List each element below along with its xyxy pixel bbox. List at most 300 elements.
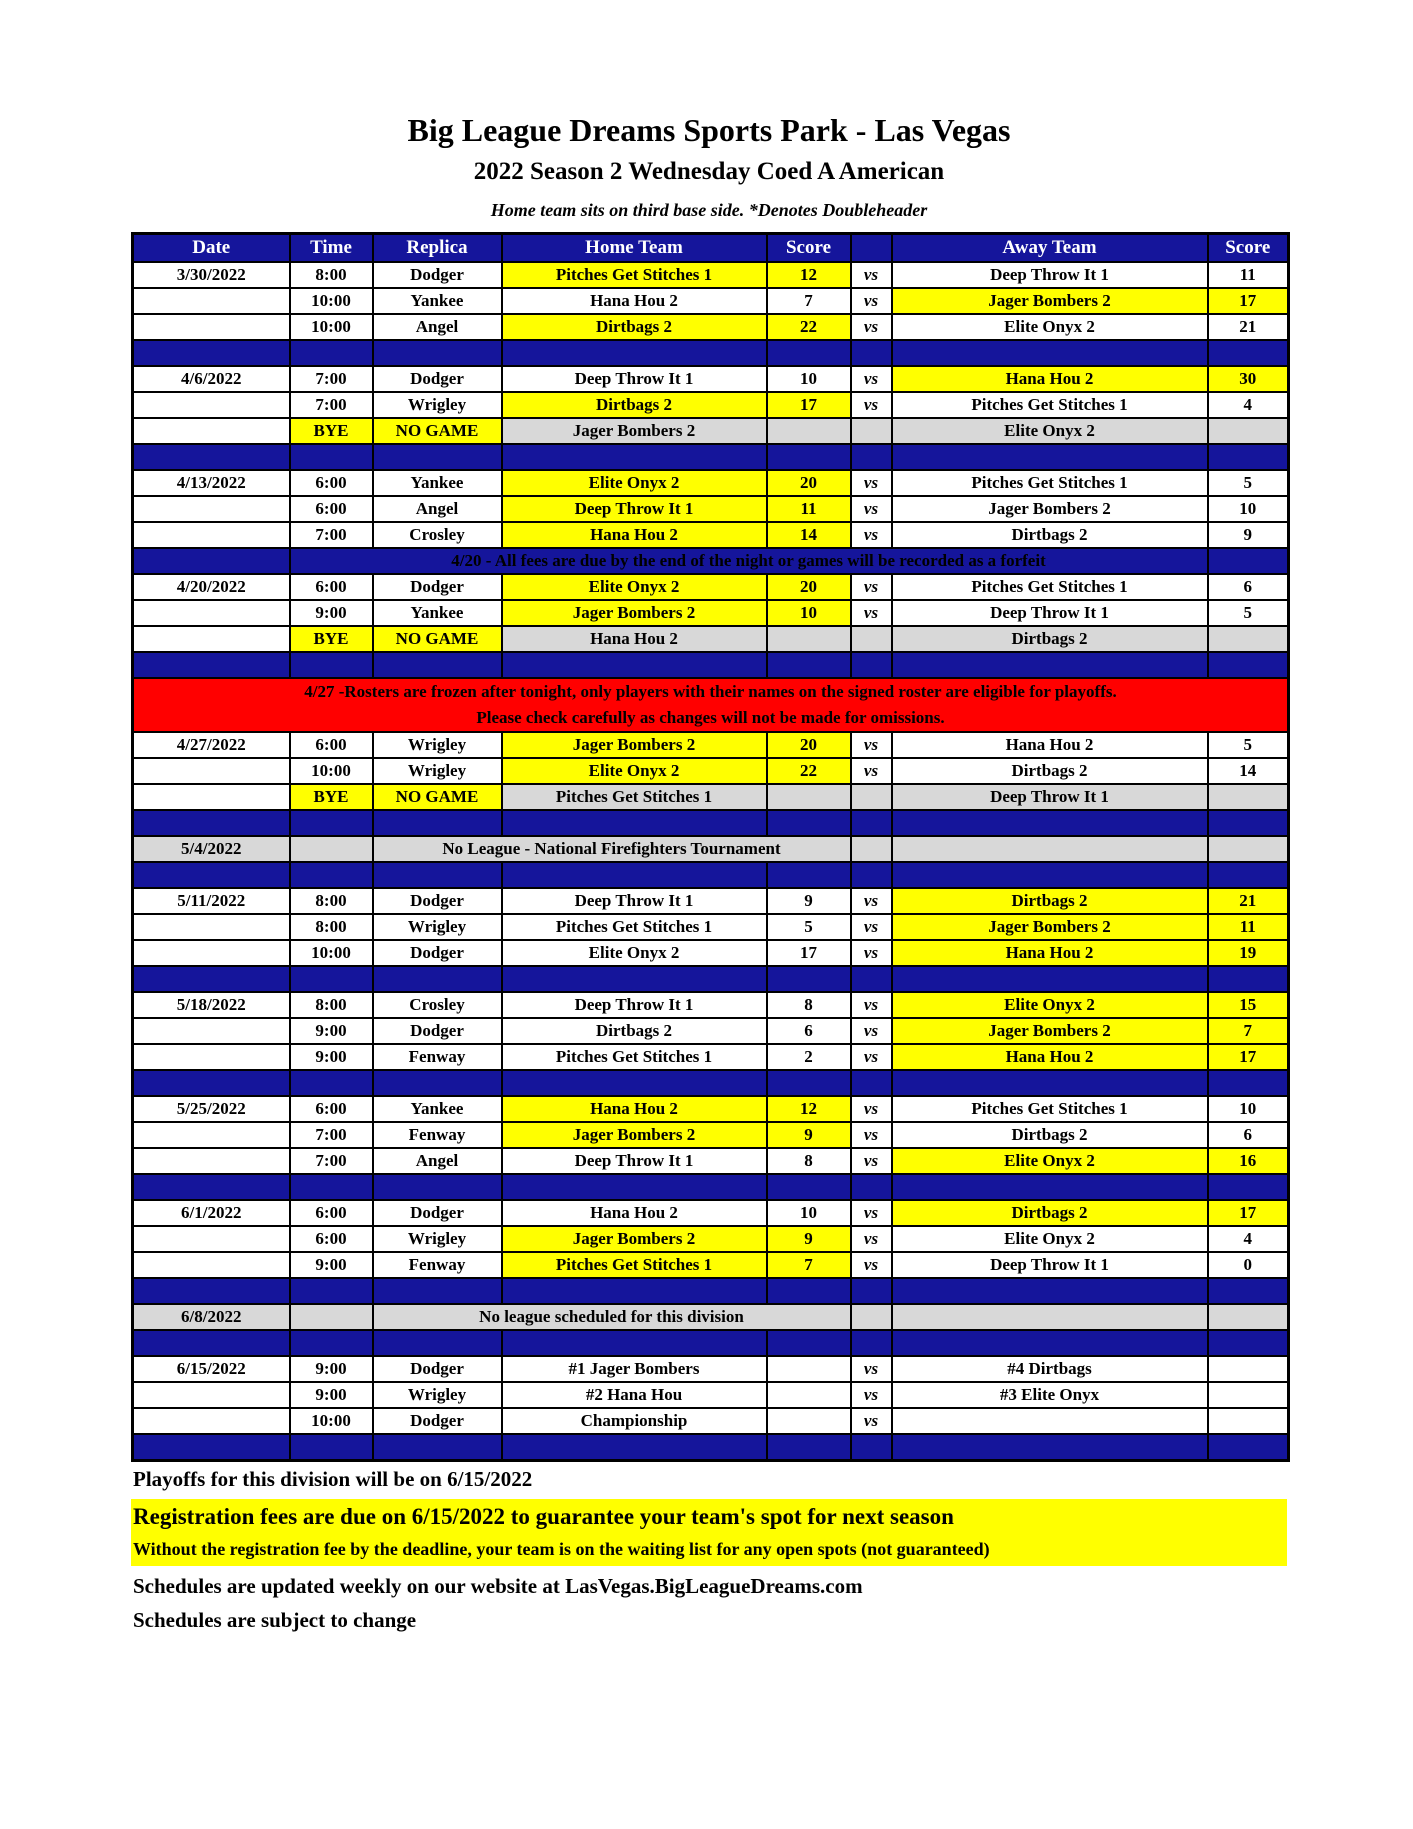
cell-bye-label: BYE [290,418,373,444]
spacer-cell-replica [373,810,502,836]
spacer-cell-home-score [767,340,851,366]
cell-home-score: 9 [767,1122,851,1148]
cell-time: 8:00 [290,992,373,1018]
spacer-cell-replica [373,444,502,470]
cell-date [133,1018,290,1044]
game-row [133,470,1289,496]
spacer-cell-home-team [502,1278,767,1304]
subject-to-change-note: Schedules are subject to change [133,1608,417,1632]
cell-away-team [892,1304,1208,1330]
cell-home-team: #1 Jager Bombers [502,1356,767,1382]
page-title: Big League Dreams Sports Park - Las Vegas [407,112,1011,148]
bye-row [133,626,1289,652]
cell-away-score [1208,548,1289,574]
cell-home-team: Elite Onyx 2 [502,574,767,600]
spacer-row [133,862,1289,888]
waiting-list-note: Without the registration fee by the deadline, your team is on the waiting list for any open spots (not guaranteed) [133,1539,990,1559]
cell-home-team: Elite Onyx 2 [502,940,767,966]
cell-home-score: 10 [767,600,851,626]
title-block [131,112,1287,221]
spacer-row [133,1070,1289,1096]
spacer-cell-away-score [1208,862,1289,888]
cell-date [133,626,290,652]
cell-home-score: 10 [767,366,851,392]
cell-home-team: Pitches Get Stitches 1 [502,1044,767,1070]
cell-replica: Yankee [373,1096,502,1122]
game-row [133,1408,1289,1434]
cell-away-team: Dirtbags 2 [892,522,1208,548]
game-row [133,392,1289,418]
schedule-page [131,0,1287,1633]
spacer-cell-home-score [767,1278,851,1304]
spacer-cell-vs [851,1174,892,1200]
cell-home-team: #2 Hana Hou [502,1382,767,1408]
cell-home-score: 7 [767,1252,851,1278]
game-row [133,1200,1289,1226]
cell-replica: Angel [373,314,502,340]
cell-replica: Crosley [373,992,502,1018]
cell-replica: Dodger [373,262,502,288]
game-row [133,1252,1289,1278]
cell-time: 6:00 [290,470,373,496]
cell-replica: Dodger [373,1408,502,1434]
spacer-cell-time [290,652,373,678]
bye-row [133,418,1289,444]
cell-away-team: Pitches Get Stitches 1 [892,392,1208,418]
cell-away-score: 0 [1208,1252,1289,1278]
cell-away-score: 17 [1208,1200,1289,1226]
column-header-away-team: Away Team [892,234,1208,263]
cell-date [133,758,290,784]
spacer-cell-vs [851,1070,892,1096]
spacer-cell-vs [851,1330,892,1356]
cell-date: 4/20/2022 [133,574,290,600]
cell-vs: vs [851,392,892,418]
cell-away-score: 5 [1208,732,1289,758]
cell-date: 5/25/2022 [133,1096,290,1122]
cell-away-score [1208,836,1289,862]
cell-date [133,522,290,548]
game-row [133,288,1289,314]
cell-away-score: 15 [1208,992,1289,1018]
cell-replica: Yankee [373,470,502,496]
cell-replica: Wrigley [373,914,502,940]
no-league-text: No League - National Firefighters Tournament [373,836,851,862]
cell-vs: vs [851,1200,892,1226]
spacer-cell-vs [851,966,892,992]
cell-date [133,548,290,574]
spacer-cell-home-team [502,340,767,366]
game-row [133,314,1289,340]
cell-home-score: 22 [767,758,851,784]
cell-away-score: 4 [1208,392,1289,418]
cell-home-score: 20 [767,574,851,600]
spacer-cell-home-score [767,966,851,992]
notice-blue-row [133,548,1289,574]
cell-away-score: 30 [1208,366,1289,392]
spacer-cell-vs [851,810,892,836]
cell-time: 9:00 [290,1356,373,1382]
cell-time: 10:00 [290,758,373,784]
cell-home-team: Pitches Get Stitches 1 [502,1252,767,1278]
no-league-text: No league scheduled for this division [373,1304,851,1330]
cell-time: 6:00 [290,1096,373,1122]
cell-vs: vs [851,496,892,522]
cell-time: 6:00 [290,574,373,600]
cell-home-team: Dirtbags 2 [502,392,767,418]
cell-vs: vs [851,262,892,288]
cell-replica: Dodger [373,574,502,600]
cell-away-team: Hana Hou 2 [892,366,1208,392]
cell-away-score: 9 [1208,522,1289,548]
spacer-cell-date [133,1278,290,1304]
cell-away-score [1208,1382,1289,1408]
spacer-cell-date [133,1434,290,1461]
game-row [133,1226,1289,1252]
spacer-cell-replica [373,966,502,992]
cell-replica: Wrigley [373,1382,502,1408]
cell-home-team: Hana Hou 2 [502,626,767,652]
cell-vs: vs [851,1018,892,1044]
cell-date [133,1226,290,1252]
cell-home-team: Jager Bombers 2 [502,732,767,758]
spacer-cell-home-score [767,444,851,470]
cell-time: 9:00 [290,1018,373,1044]
cell-home-team: Deep Throw It 1 [502,366,767,392]
cell-away-team: Hana Hou 2 [892,732,1208,758]
cell-away-score [1208,626,1289,652]
cell-away-score: 11 [1208,914,1289,940]
cell-home-score: 12 [767,1096,851,1122]
cell-bye-label: BYE [290,626,373,652]
cell-date: 4/6/2022 [133,366,290,392]
cell-home-team: Dirtbags 2 [502,314,767,340]
spacer-cell-away-team [892,1278,1208,1304]
spacer-cell-home-team [502,966,767,992]
spacer-cell-home-team [502,862,767,888]
cell-date [133,1044,290,1070]
cell-time: 8:00 [290,914,373,940]
cell-date [133,314,290,340]
schedule-table [131,232,1290,1462]
cell-vs: vs [851,1382,892,1408]
cell-replica: Fenway [373,1252,502,1278]
registration-note: Registration fees are due on 6/15/2022 to guarantee your team's spot for next season [133,1504,954,1529]
info-gray-row [133,1304,1289,1330]
cell-away-team: Deep Throw It 1 [892,784,1208,810]
cell-bye-label: BYE [290,784,373,810]
cell-date [133,1122,290,1148]
cell-replica: Dodger [373,888,502,914]
cell-home-score: 7 [767,288,851,314]
cell-date [133,1148,290,1174]
cell-time: 10:00 [290,940,373,966]
cell-vs [851,836,892,862]
cell-home-team: Pitches Get Stitches 1 [502,914,767,940]
cell-home-score: 17 [767,940,851,966]
cell-home-score: 14 [767,522,851,548]
spacer-cell-vs [851,652,892,678]
info-gray-row [133,836,1289,862]
cell-vs [851,784,892,810]
cell-away-team: Dirtbags 2 [892,626,1208,652]
cell-away-score: 21 [1208,314,1289,340]
cell-home-score: 12 [767,262,851,288]
spacer-cell-away-score [1208,1174,1289,1200]
column-header-date: Date [133,234,290,263]
cell-replica: Dodger [373,1356,502,1382]
cell-date [133,1408,290,1434]
game-row [133,574,1289,600]
cell-home-score: 8 [767,992,851,1018]
column-header-home-team: Home Team [502,234,767,263]
spacer-cell-date [133,1070,290,1096]
spacer-cell-date [133,1174,290,1200]
game-row [133,1044,1289,1070]
game-row [133,992,1289,1018]
cell-home-score: 9 [767,1226,851,1252]
spacer-cell-away-score [1208,652,1289,678]
spacer-cell-away-team [892,810,1208,836]
game-row [133,1148,1289,1174]
cell-date: 4/13/2022 [133,470,290,496]
cell-replica: Wrigley [373,732,502,758]
spacer-cell-vs [851,340,892,366]
cell-home-team: Elite Onyx 2 [502,470,767,496]
cell-home-team: Pitches Get Stitches 1 [502,784,767,810]
season-subtitle: 2022 Season 2 Wednesday Coed A American [473,158,945,185]
cell-home-team: Jager Bombers 2 [502,1226,767,1252]
cell-away-score: 10 [1208,1096,1289,1122]
cell-no-game-label: NO GAME [373,626,502,652]
cell-replica: Angel [373,1148,502,1174]
spacer-cell-away-team [892,1174,1208,1200]
cell-vs: vs [851,1226,892,1252]
cell-date [133,418,290,444]
spacer-cell-away-score [1208,1330,1289,1356]
cell-away-score: 17 [1208,1044,1289,1070]
game-row [133,758,1289,784]
spacer-cell-away-team [892,862,1208,888]
cell-away-team: Jager Bombers 2 [892,1018,1208,1044]
cell-time: 8:00 [290,888,373,914]
spacer-cell-replica [373,340,502,366]
spacer-cell-away-team [892,444,1208,470]
cell-date: 4/27/2022 [133,732,290,758]
cell-home-team: Jager Bombers 2 [502,1122,767,1148]
spacer-row [133,1174,1289,1200]
cell-home-score [767,1382,851,1408]
roster-freeze-notice [133,678,1289,732]
cell-away-score: 7 [1208,1018,1289,1044]
spacer-cell-home-score [767,652,851,678]
cell-home-score [767,784,851,810]
cell-replica: Dodger [373,366,502,392]
cell-no-game-label: NO GAME [373,784,502,810]
cell-vs: vs [851,992,892,1018]
cell-away-score: 6 [1208,1122,1289,1148]
spacer-cell-away-team [892,340,1208,366]
game-row [133,888,1289,914]
cell-time: 9:00 [290,600,373,626]
spacer-cell-home-score [767,862,851,888]
spacer-row [133,444,1289,470]
spacer-cell-date [133,340,290,366]
spacer-cell-home-score [767,810,851,836]
cell-vs [851,1304,892,1330]
spacer-cell-replica [373,862,502,888]
cell-vs: vs [851,288,892,314]
game-row [133,262,1289,288]
cell-replica: Wrigley [373,758,502,784]
cell-replica: Dodger [373,940,502,966]
cell-away-team: Elite Onyx 2 [892,992,1208,1018]
cell-vs: vs [851,470,892,496]
cell-time: 6:00 [290,1226,373,1252]
game-row [133,1356,1289,1382]
cell-replica: Angel [373,496,502,522]
cell-vs: vs [851,366,892,392]
cell-date: 3/30/2022 [133,262,290,288]
cell-replica: Wrigley [373,1226,502,1252]
cell-date: 5/18/2022 [133,992,290,1018]
cell-home-team: Deep Throw It 1 [502,888,767,914]
cell-time: 7:00 [290,1122,373,1148]
spacer-cell-away-score [1208,810,1289,836]
cell-away-score [1208,418,1289,444]
cell-replica: Yankee [373,288,502,314]
spacer-cell-replica [373,1330,502,1356]
website-note: Schedules are updated weekly on our website at LasVegas.BigLeagueDreams.com [133,1574,863,1598]
cell-home-team: Championship [502,1408,767,1434]
cell-date: 6/15/2022 [133,1356,290,1382]
spacer-cell-away-score [1208,966,1289,992]
spacer-cell-away-team [892,1070,1208,1096]
cell-away-team: Elite Onyx 2 [892,418,1208,444]
spacer-row [133,1278,1289,1304]
header-row [133,234,1289,263]
spacer-row [133,340,1289,366]
spacer-row [133,652,1289,678]
spacer-cell-replica [373,1278,502,1304]
cell-vs: vs [851,758,892,784]
cell-home-score: 10 [767,1200,851,1226]
cell-away-team: Dirtbags 2 [892,888,1208,914]
cell-date [133,1382,290,1408]
cell-date [133,914,290,940]
spacer-row [133,810,1289,836]
cell-time: 6:00 [290,732,373,758]
cell-away-team: Dirtbags 2 [892,1200,1208,1226]
column-header-time: Time [290,234,373,263]
game-row [133,522,1289,548]
cell-vs [851,418,892,444]
cell-date [133,496,290,522]
spacer-cell-home-score [767,1434,851,1461]
spacer-cell-home-team [502,1434,767,1461]
spacer-cell-away-score [1208,340,1289,366]
cell-away-team: Jager Bombers 2 [892,288,1208,314]
cell-time: 6:00 [290,496,373,522]
cell-replica: Fenway [373,1122,502,1148]
playoffs-note: Playoffs for this division will be on 6/15/2022 [133,1467,533,1491]
cell-replica: Crosley [373,522,502,548]
cell-date [133,784,290,810]
cell-vs: vs [851,1122,892,1148]
footer-notes [131,1467,1287,1633]
cell-vs: vs [851,522,892,548]
spacer-cell-home-team [502,1330,767,1356]
spacer-cell-home-team [502,1070,767,1096]
cell-home-score: 5 [767,914,851,940]
spacer-row [133,1434,1289,1461]
cell-away-score: 21 [1208,888,1289,914]
cell-away-score: 4 [1208,1226,1289,1252]
cell-away-score: 5 [1208,600,1289,626]
spacer-cell-date [133,652,290,678]
cell-vs: vs [851,1044,892,1070]
column-header-vs [851,234,892,263]
spacer-cell-time [290,1434,373,1461]
cell-away-team: #3 Elite Onyx [892,1382,1208,1408]
spacer-cell-time [290,1278,373,1304]
spacer-cell-replica [373,1174,502,1200]
game-row [133,1018,1289,1044]
fees-notice-text: 4/20 - All fees are due by the end of the night or games will be recorded as a forfeit [290,548,1208,574]
cell-date [133,940,290,966]
cell-vs: vs [851,1252,892,1278]
cell-date: 6/1/2022 [133,1200,290,1226]
game-row [133,496,1289,522]
spacer-cell-away-score [1208,1278,1289,1304]
cell-time [290,836,373,862]
spacer-cell-vs [851,862,892,888]
spacer-cell-home-score [767,1330,851,1356]
cell-time: 7:00 [290,392,373,418]
spacer-cell-home-team [502,1174,767,1200]
column-header-replica: Replica [373,234,502,263]
spacer-cell-replica [373,1434,502,1461]
column-header-home-score: Score [767,234,851,263]
cell-away-score: 16 [1208,1148,1289,1174]
cell-away-score [1208,1408,1289,1434]
spacer-cell-vs [851,1278,892,1304]
game-row [133,1382,1289,1408]
cell-home-score: 2 [767,1044,851,1070]
cell-away-team: Elite Onyx 2 [892,1148,1208,1174]
spacer-row [133,1330,1289,1356]
cell-vs: vs [851,914,892,940]
cell-vs [851,626,892,652]
cell-home-score [767,1408,851,1434]
cell-time: 6:00 [290,1200,373,1226]
cell-home-score: 20 [767,732,851,758]
cell-away-team: Hana Hou 2 [892,940,1208,966]
cell-away-team: Deep Throw It 1 [892,600,1208,626]
cell-away-team: Pitches Get Stitches 1 [892,470,1208,496]
cell-home-team: Deep Throw It 1 [502,992,767,1018]
spacer-cell-time [290,862,373,888]
spacer-cell-date [133,1330,290,1356]
cell-home-team: Hana Hou 2 [502,522,767,548]
cell-home-score [767,1356,851,1382]
cell-vs: vs [851,1408,892,1434]
game-row [133,1122,1289,1148]
cell-vs: vs [851,1096,892,1122]
cell-away-team: Hana Hou 2 [892,1044,1208,1070]
spacer-cell-time [290,444,373,470]
cell-home-score: 20 [767,470,851,496]
